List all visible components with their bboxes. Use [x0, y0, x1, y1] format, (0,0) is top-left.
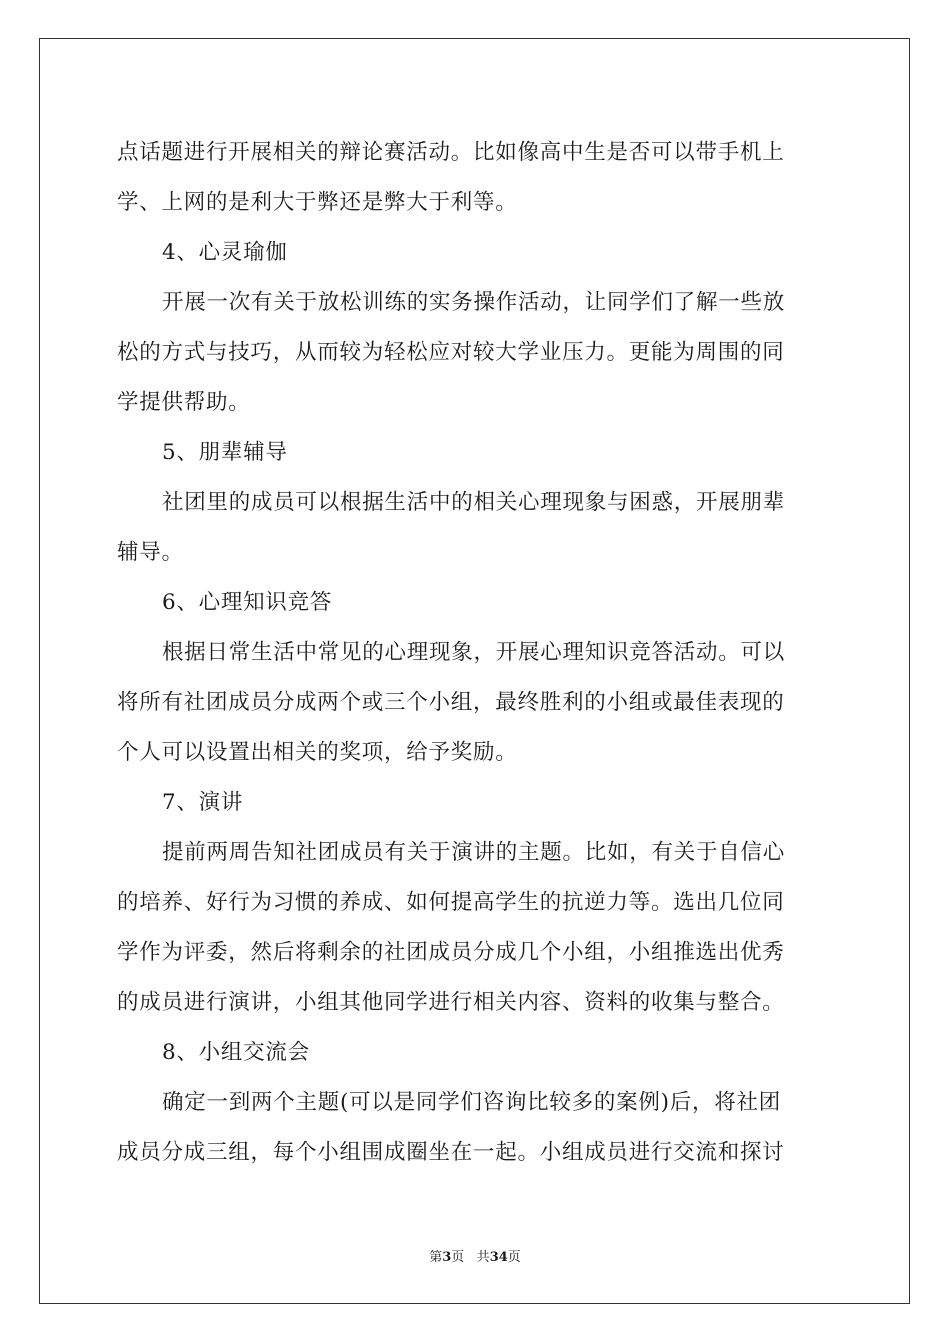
page-number: 3: [442, 1250, 452, 1265]
text-line: 确定一到两个主题(可以是同学们咨询比较多的案例)后，将社团: [162, 1090, 782, 1115]
section-heading: 5、朋辈辅导: [162, 440, 288, 465]
total-pages: 34: [489, 1250, 508, 1265]
page-footer: [0, 1246, 950, 1265]
text-line: 的培养、好行为习惯的养成、如何提高学生的抗逆力等。选出几位同: [117, 890, 785, 915]
text-line: 学作为评委，然后将剩余的社团成员分成几个小组，小组推选出优秀: [117, 940, 785, 965]
text-line: 个人可以设置出相关的奖项，给予奖励。: [117, 740, 518, 765]
total-prefix: 共: [476, 1250, 490, 1265]
document-body: [117, 128, 833, 1178]
section-heading: 6、心理知识竞答: [162, 590, 333, 615]
text-line: 辅导。: [117, 540, 184, 565]
text-line: 成员分成三组，每个小组围成圈坐在一起。小组成员进行交流和探讨: [117, 1140, 785, 1165]
text-line: 松的方式与技巧，从而较为轻松应对较大学业压力。更能为周围的同: [117, 340, 785, 365]
text-line: 学提供帮助。: [117, 390, 251, 415]
text-line: 将所有社团成员分成两个或三个小组，最终胜利的小组或最佳表现的: [117, 690, 785, 715]
section-heading: 8、小组交流会: [162, 1040, 310, 1065]
page-suffix: 页: [451, 1250, 465, 1265]
section-heading: 4、心灵瑜伽: [162, 240, 288, 265]
text-line: 根据日常生活中常见的心理现象，开展心理知识竞答活动。可以: [162, 640, 786, 665]
text-line: 开展一次有关于放松训练的实务操作活动，让同学们了解一些放: [162, 290, 786, 315]
text-line: 学、上网的是利大于弊还是弊大于利等。: [117, 190, 518, 215]
text-line: 的成员进行演讲，小组其他同学进行相关内容、资料的收集与整合。: [117, 990, 785, 1015]
section-heading: 7、演讲: [162, 790, 244, 815]
text-line: 提前两周告知社团成员有关于演讲的主题。比如，有关于自信心: [162, 840, 786, 865]
total-suffix: 页: [507, 1250, 521, 1265]
text-line: 点话题进行开展相关的辩论赛活动。比如像高中生是否可以带手机上: [117, 140, 785, 165]
text-line: 社团里的成员可以根据生活中的相关心理现象与困惑，开展朋辈: [162, 490, 786, 515]
page-prefix: 第: [429, 1250, 443, 1265]
